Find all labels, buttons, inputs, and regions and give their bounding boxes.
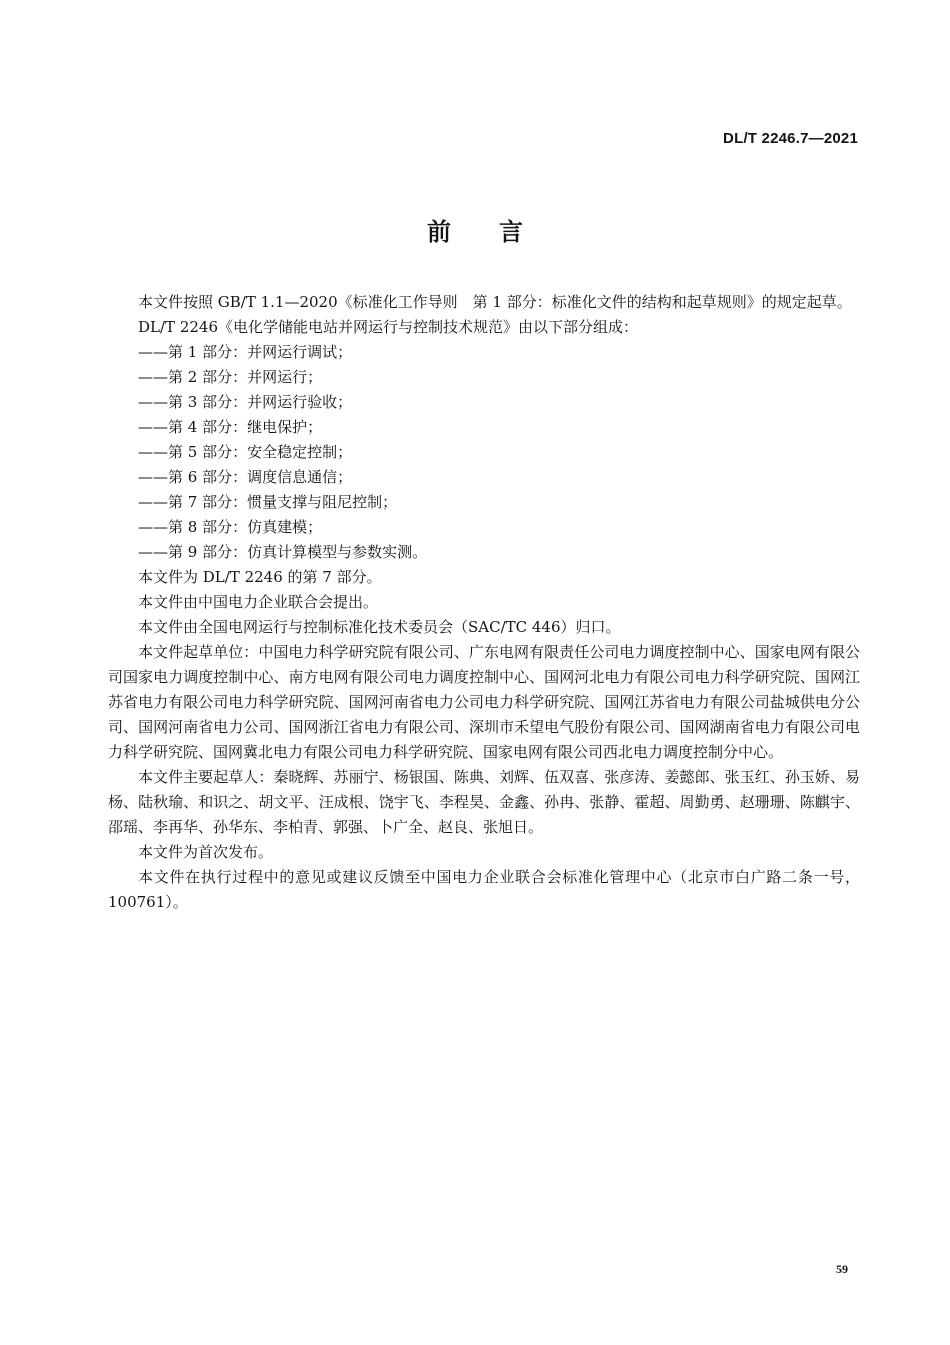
series-intro-paragraph: DL/T 2246《电化学储能电站并网运行与控制技术规范》由以下部分组成： (138, 318, 638, 336)
list-item: ——第 2 部分：并网运行； (138, 368, 323, 386)
part-of-statement: 本文件为 DL/T 2246 的第 7 部分。 (138, 568, 382, 586)
list-item: ——第 1 部分：并网运行调试； (138, 343, 353, 361)
proposed-by-statement: 本文件由中国电力企业联合会提出。 (138, 593, 379, 611)
drafters-paragraph: 本文件主要起草人：秦晓辉、苏丽宁、杨银国、陈典、刘辉、伍双喜、张彦涛、姜懿郎、张玉红、孙玉娇、易杨、陆秋瑜、和识之、胡文平、汪成根、饶宇飞、李程昊、金鑫、孙冉、张静、霍超、周勤勇、赵珊珊、陈麒宇、邵瑶、李再华、孙华东、李柏青、郭强、卜广全、赵良、张旭日。 (108, 768, 860, 836)
first-release-statement: 本文件为首次发布。 (138, 843, 274, 861)
list-item: ——第 8 部分：仿真建模； (138, 518, 323, 536)
managed-by-statement: 本文件由全国电网运行与控制标准化技术委员会（SAC/TC 446）归口。 (138, 618, 621, 636)
list-item: ——第 9 部分：仿真计算模型与参数实测。 (138, 543, 428, 561)
drafting-units-paragraph: 本文件起草单位：中国电力科学研究院有限公司、广东电网有限责任公司电力调度控制中心、国家电网有限公司国家电力调度控制中心、南方电网有限公司电力调度控制中心、国网河北电力有限公司电力科学研究院、国网江苏省电力有限公司电力科学研究院、国网河南省电力公司电力科学研究院、国网江苏省电力有限公司盐城供电分公司、国网河南省电力公司、国网浙江省电力有限公司、深圳市禾望电气股份有限公司、国网湖南省电力有限公司电力科学研究院、国网冀北电力有限公司电力科学研究院、国家电网有限公司西北电力调度控制分中心。 (108, 643, 860, 761)
intro-paragraph: 本文件按照 GB/T 1.1—2020《标准化工作导则 第 1 部分：标准化文件的结构和起草规则》的规定起草。 (138, 293, 852, 311)
feedback-paragraph: 本文件在执行过程中的意见或建议反馈至中国电力企业联合会标准化管理中心（北京市白广路二条一号，100761）。 (108, 868, 860, 911)
list-item: ——第 7 部分：惯量支撑与阻尼控制； (138, 493, 398, 511)
page-number: 59 (836, 1262, 848, 1276)
page-title: 前言 (427, 218, 571, 246)
list-item: ——第 3 部分：并网运行验收； (138, 393, 353, 411)
list-item: ——第 6 部分：调度信息通信； (138, 468, 353, 486)
standard-code: DL/T 2246.7—2021 (723, 130, 858, 147)
list-item: ——第 5 部分：安全稳定控制； (138, 443, 353, 461)
list-item: ——第 4 部分：继电保护； (138, 418, 323, 436)
document-body (108, 290, 860, 915)
